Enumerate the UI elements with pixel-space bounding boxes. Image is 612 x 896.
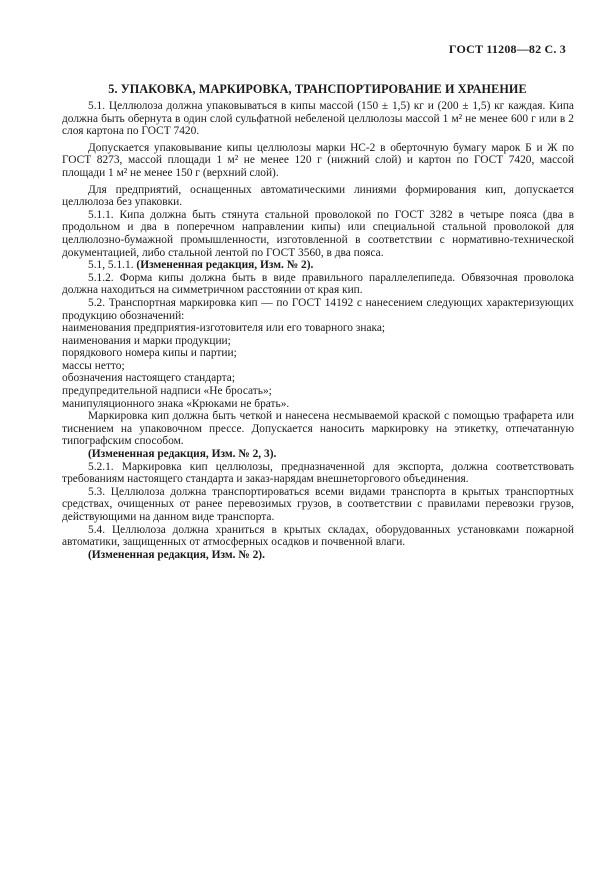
- list-item: наименования и марки продукции;: [62, 334, 231, 347]
- amendment-note-5-1: [62, 259, 574, 272]
- paragraph-5-1-2: 5.1.2. Форма кипы должна быть в виде правильного параллелепипеда. Обвязочная проволока должна находиться на симметричном расстоянии от края кип.: [62, 271, 574, 297]
- amendment-note-5-4: (Измененная редакция, Изм. № 2).: [88, 548, 265, 561]
- paragraph-5-1-automatic: Для предприятий, оснащенных автоматическими линиями формирования кип, допускается целлюлоза без упаковки.: [62, 183, 574, 209]
- section-title: 5. УПАКОВКА, МАРКИРОВКА, ТРАНСПОРТИРОВАНИЕ И ХРАНЕНИЕ: [108, 82, 527, 96]
- amendment-note-5-2: (Измененная редакция, Изм. № 2, 3).: [88, 448, 277, 461]
- list-item: обозначения настоящего стандарта;: [62, 372, 236, 385]
- paragraph-5-1-wrapping: Допускается упаковывание кипы целлюлозы марки НС-2 в оберточную бумагу марок Б и Ж по ГОСТ 8273, массой площади 1 м² не менее 120 г (нижний слой) и картон по ГОСТ 7420, массой площади 1 м² не менее 150 г (верхний слой).: [62, 141, 574, 179]
- list-item: порядкового номера кипы и партии;: [62, 347, 237, 360]
- list-item: манипуляционного знака «Крюками не брать».: [62, 397, 290, 410]
- paragraph-5-1: 5.1. Целлюлоза должна упаковываться в кипы массой (150 ± 1,5) кг и (200 ± 1,5) кг каждая. Кипа должна быть обернута в один слой сульфатной небеленой целлюлозы массой 1 м² не менее 600 г или в 2 слоя картона по ГОСТ 7420.: [62, 100, 574, 138]
- paragraph-5-3: 5.3. Целлюлоза должна транспортироваться всеми видами транспорта в крытых транспортных средствах, очищенных от ранее перевозимых грузов, в соответствии с правилами перевозки грузов, действующими на данном виде транспорта.: [62, 485, 574, 523]
- amendment-ref-prefix: 5.1, 5.1.1.: [88, 259, 134, 272]
- amendment-ref-bold: (Измененная редакция, Изм. № 2).: [136, 259, 314, 272]
- list-item: массы нетто;: [62, 359, 125, 372]
- marking-list: [62, 322, 574, 410]
- paragraph-5-1-1: 5.1.1. Кипа должна быть стянута стальной проволокой по ГОСТ 3282 в четыре пояса (два в продольном и два в поперечном направлении кипы) или специальной стальной проволокой для целлюлозно-бумажной промышленности, изготовленной в соответствии с нормативно-технической документацией, либо стальной лентой по ГОСТ 3560, в два пояса.: [62, 208, 574, 259]
- document-body: [62, 100, 574, 561]
- list-item: наименования предприятия-изготовителя или его товарного знака;: [62, 322, 386, 335]
- paragraph-5-2: 5.2. Транспортная маркировка кип — по ГОСТ 14192 с нанесением следующих характеризующих продукцию обозначений:: [62, 296, 574, 322]
- page-header: ГОСТ 11208—82 С. 3: [448, 42, 566, 56]
- list-item: предупредительной надписи «Не бросать»;: [62, 385, 272, 398]
- paragraph-5-2-marking: Маркировка кип должна быть четкой и нанесена несмываемой краской с помощью трафарета или тиснением на упаковочном прессе. Допускается наносить маркировку на этикетку, отпечатанную типографским способом.: [62, 410, 574, 448]
- paragraph-5-2-1: 5.2.1. Маркировка кип целлюлозы, предназначенной для экспорта, должна соответствовать требованиям настоящего стандарта и заказ-нарядам внешнеторгового объединения.: [62, 460, 574, 486]
- paragraph-5-4: 5.4. Целлюлоза должна храниться в крытых складах, оборудованных установками пожарной автоматики, защищенных от атмосферных осадков и почвенной влаги.: [62, 523, 574, 549]
